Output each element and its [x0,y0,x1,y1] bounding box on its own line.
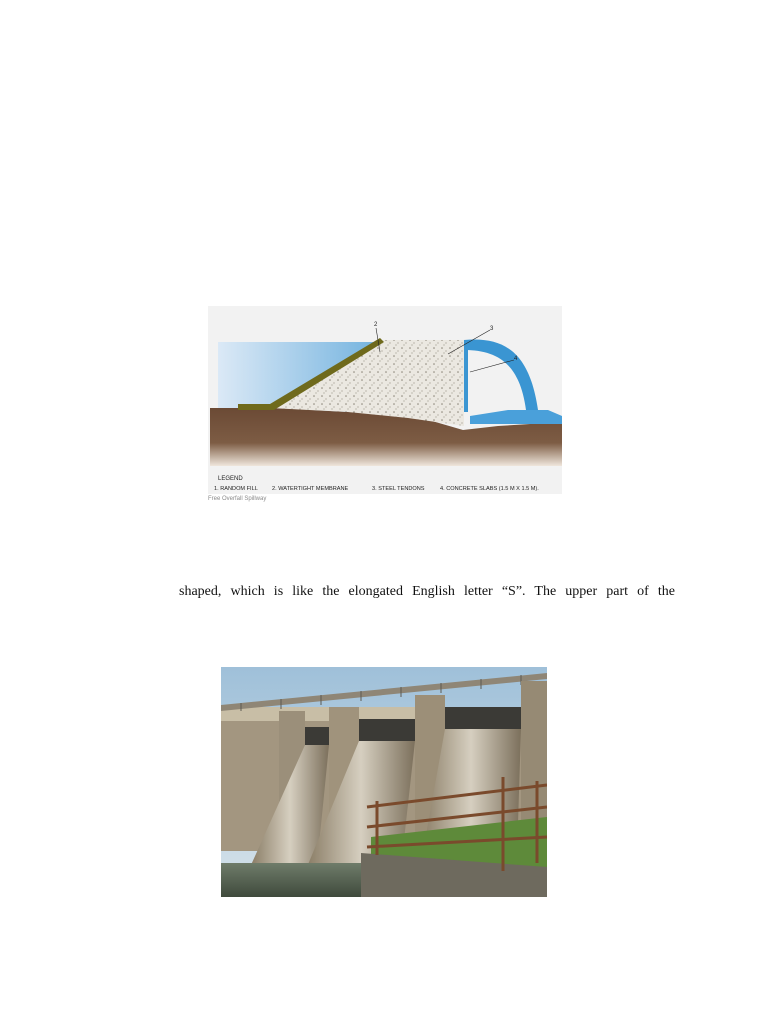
legend-item-2: 2. WATERTIGHT MEMBRANE [272,486,349,492]
body-paragraph-line: shaped, which is like the elongated English letter “S”. The upper part of the [179,584,675,599]
ogee-spillway-photo [221,667,547,897]
legend-item-1: 1. RANDOM FILL [214,486,258,492]
figure-caption: Free Overfall Spillway [208,496,267,502]
legend-title: LEGEND [218,476,243,482]
callout-2: 2 [374,322,378,328]
callout-4: 4 [514,356,518,362]
spillway-diagram [208,306,562,494]
legend-item-3: 3. STEEL TENDONS [372,486,425,492]
callout-3: 3 [490,326,494,332]
legend-item-4: 4. CONCRETE SLABS (1.5 M X 1.5 M). [440,486,539,492]
